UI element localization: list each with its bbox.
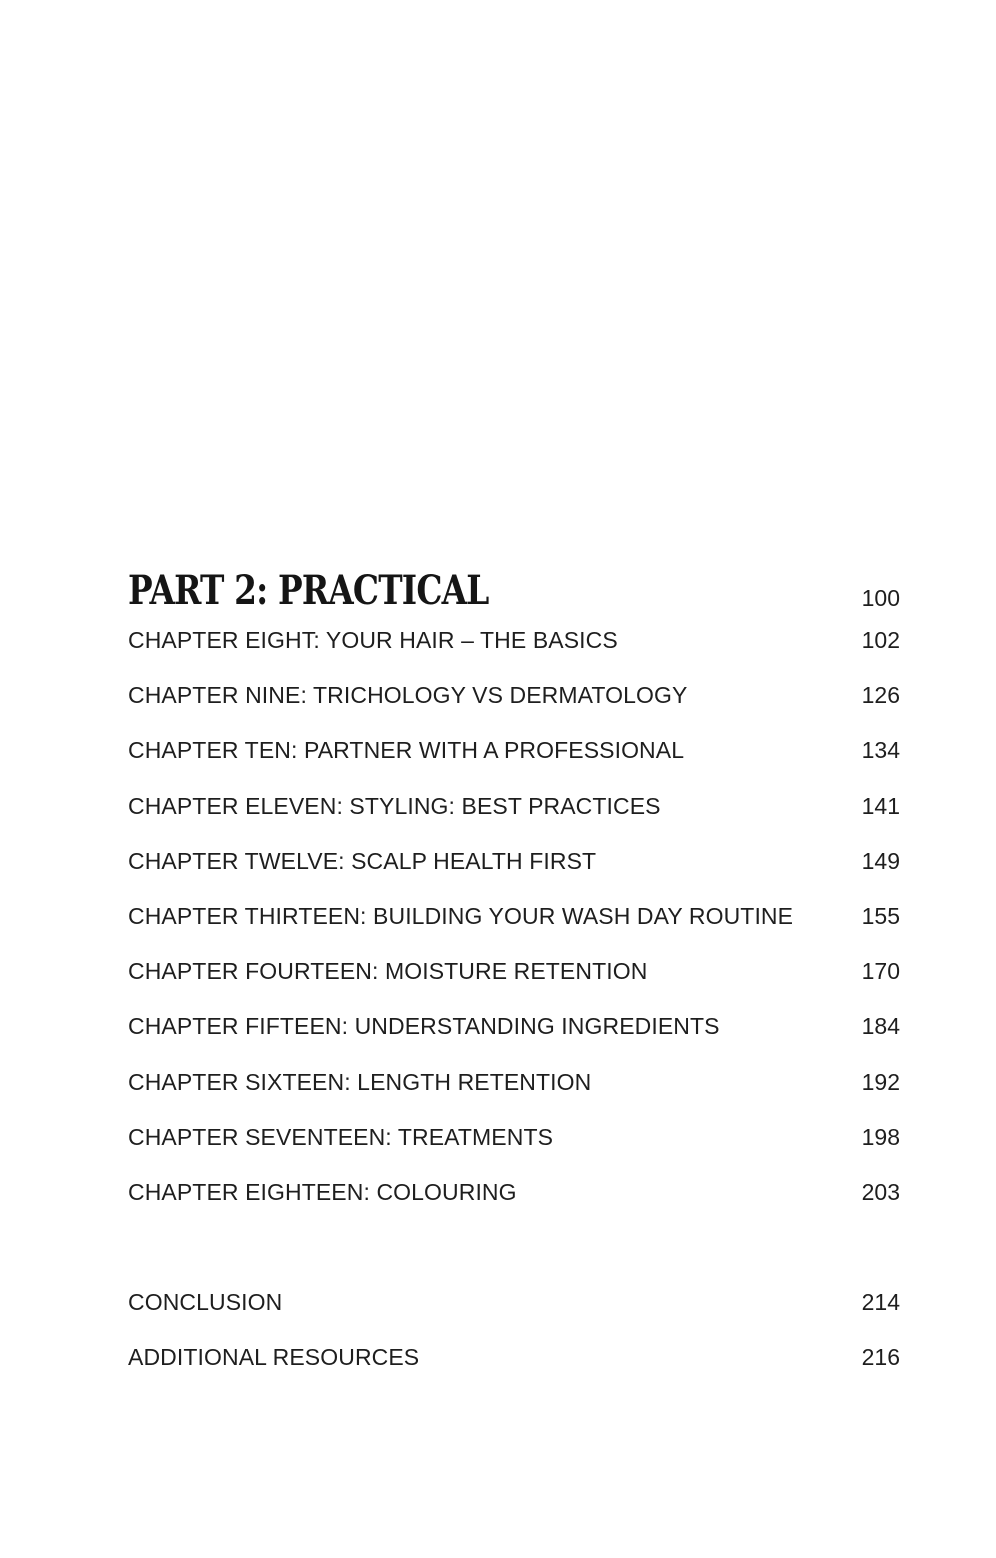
- toc-entry-label: CHAPTER ELEVEN: STYLING: BEST PRACTICES: [128, 792, 661, 819]
- toc-entry-page: 134: [861, 737, 900, 764]
- toc-entry-chapter-fifteen: [128, 999, 900, 1054]
- toc-entry-page: 155: [861, 903, 900, 930]
- toc-entry-chapter-ten: [128, 723, 900, 778]
- back-matter-list: [128, 1275, 900, 1385]
- part-heading-row: [128, 566, 900, 613]
- toc-entry-label: ADDITIONAL RESOURCES: [128, 1344, 420, 1371]
- toc-entry-label: CHAPTER THIRTEEN: BUILDING YOUR WASH DAY ROUTINE: [128, 903, 794, 930]
- toc-entry-page: 141: [861, 792, 900, 819]
- toc-entry-page: 170: [861, 958, 900, 985]
- toc-entry-chapter-nine: [128, 668, 900, 723]
- toc-entry-page: 214: [861, 1289, 900, 1316]
- toc-entry-chapter-sixteen: [128, 1055, 900, 1110]
- toc-entry-chapter-twelve: [128, 834, 900, 889]
- toc-entry-page: 192: [861, 1068, 900, 1095]
- toc-entry-chapter-eleven: [128, 779, 900, 834]
- toc-entry-chapter-seventeen: [128, 1110, 900, 1165]
- chapter-list: [128, 613, 900, 1220]
- toc-entry-label: CHAPTER SIXTEEN: LENGTH RETENTION: [128, 1068, 592, 1095]
- toc-entry-additional-resources: [128, 1330, 900, 1385]
- part-page-number: 100: [861, 585, 900, 611]
- toc-entry-page: 126: [861, 682, 900, 709]
- table-of-contents: [128, 566, 900, 1385]
- toc-entry-conclusion: [128, 1275, 900, 1330]
- toc-entry-page: 184: [861, 1013, 900, 1040]
- toc-entry-chapter-thirteen: [128, 889, 900, 944]
- toc-entry-label: CHAPTER EIGHTEEN: COLOURING: [128, 1178, 517, 1205]
- section-spacer: [128, 1220, 900, 1275]
- toc-entry-label: CHAPTER FIFTEEN: UNDERSTANDING INGREDIENTS: [128, 1013, 720, 1040]
- toc-entry-label: CHAPTER TWELVE: SCALP HEALTH FIRST: [128, 847, 597, 874]
- part-title: PART 2: PRACTICAL: [128, 567, 489, 614]
- toc-entry-label: CHAPTER FOURTEEN: MOISTURE RETENTION: [128, 958, 648, 985]
- toc-entry-label: CHAPTER EIGHT: YOUR HAIR – THE BASICS: [128, 627, 618, 654]
- toc-entry-page: 216: [861, 1344, 900, 1371]
- toc-entry-chapter-eight: [128, 613, 900, 668]
- toc-entry-label: CHAPTER NINE: TRICHOLOGY VS DERMATOLOGY: [128, 682, 688, 709]
- toc-entry-page: 203: [861, 1178, 900, 1205]
- toc-entry-chapter-eighteen: [128, 1165, 900, 1220]
- toc-entry-page: 198: [861, 1123, 900, 1150]
- toc-entry-label: CONCLUSION: [128, 1289, 283, 1316]
- toc-entry-label: CHAPTER TEN: PARTNER WITH A PROFESSIONAL: [128, 737, 685, 764]
- toc-entry-chapter-fourteen: [128, 944, 900, 999]
- toc-entry-label: CHAPTER SEVENTEEN: TREATMENTS: [128, 1123, 554, 1150]
- toc-entry-page: 149: [861, 847, 900, 874]
- toc-entry-page: 102: [861, 627, 900, 654]
